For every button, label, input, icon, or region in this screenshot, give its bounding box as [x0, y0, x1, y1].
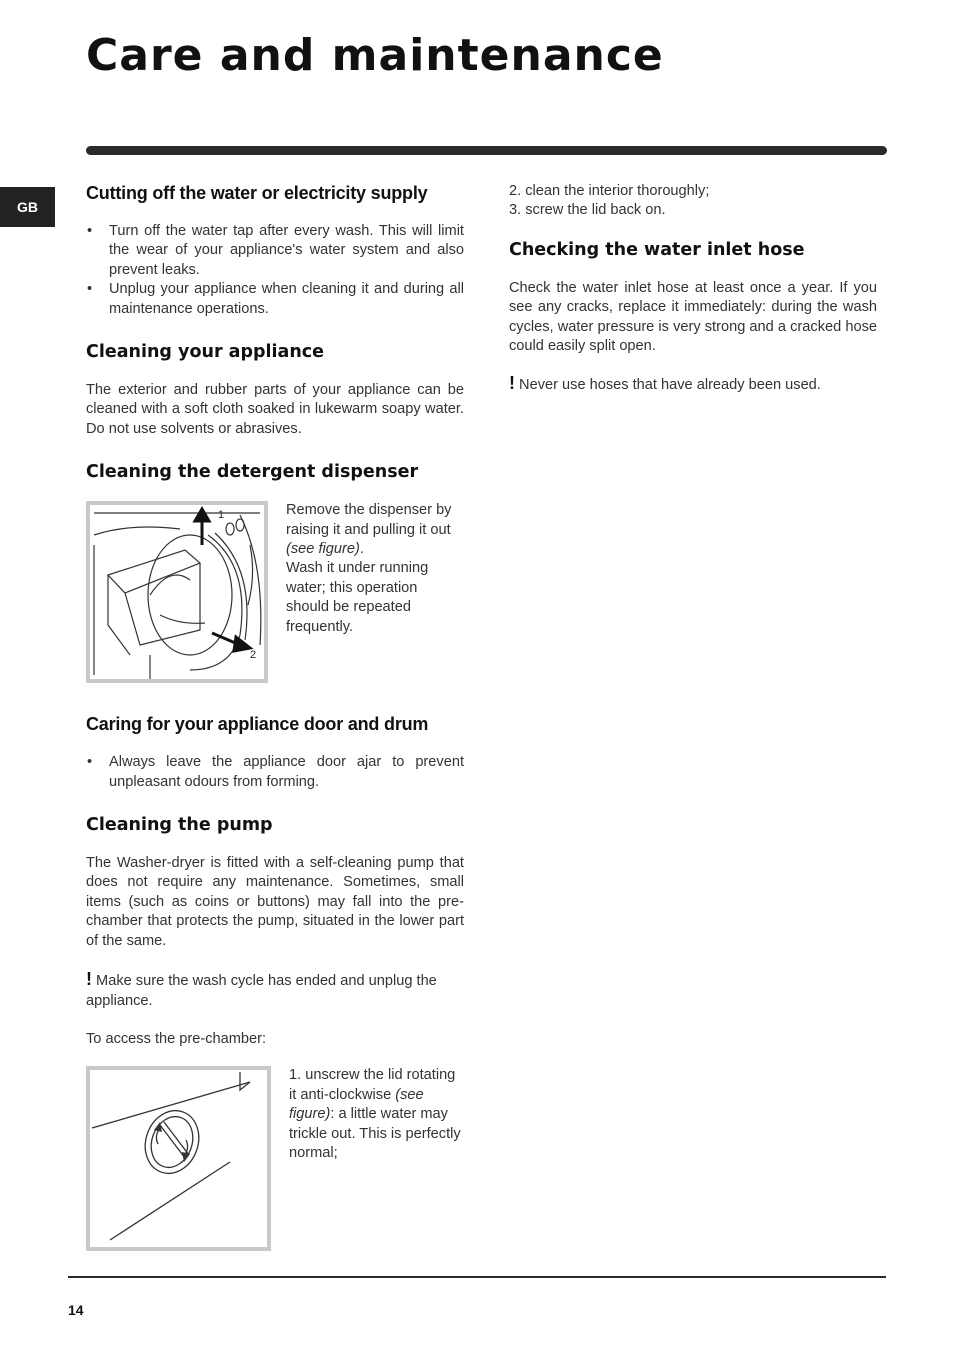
step-1: [289, 1066, 461, 1163]
section-hose: [509, 239, 877, 396]
section-cleaning: [86, 341, 464, 439]
step-1-text: 1. unscrew the lid rotating it anti-clockwise: [289, 1067, 456, 1103]
pump-text: The Washer-dryer is fitted with a self-cleaning pump that does not require any maintenance. Sometimes, small items (such as coins or buttons) may fall into the pre-chamber that protects the pump, situated in the lower part of the same.: [86, 855, 464, 949]
hose-warning: [509, 374, 877, 395]
dispenser-illustration-icon: [90, 505, 264, 679]
warning-text: Never use hoses that have already been used.: [515, 377, 821, 394]
heading-cleaning: Cleaning your appliance: [86, 342, 325, 363]
language-tab: GB: [0, 187, 55, 227]
list-item: 2. clean the interior thoroughly;: [509, 183, 710, 199]
step-1-text: : a little water may trickle out. This is perfectly normal;: [289, 1106, 461, 1161]
right-column: [509, 182, 877, 396]
pump-figure-row: [86, 1066, 464, 1251]
supply-list: [86, 222, 464, 319]
heading-supply: Cutting off the water or electricity supply: [86, 183, 428, 203]
figure-label-2: 2: [250, 649, 257, 662]
dispenser-wash-text: Wash it under running water; this operation should be repeated frequently.: [286, 560, 429, 635]
section-door: [86, 713, 464, 792]
dispenser-instruction: [286, 501, 462, 559]
pump-step-text: [289, 1066, 461, 1251]
footer-rule: [68, 1276, 886, 1278]
section-dispenser: [86, 461, 464, 683]
warning-icon: !: [86, 969, 92, 990]
heading-door: Caring for your appliance door and drum: [86, 714, 429, 735]
dispenser-text-part: .: [359, 541, 364, 558]
warning-icon: !: [509, 373, 515, 394]
see-figure-note: (see figure): [286, 541, 360, 558]
pump-steps-continued: [509, 182, 877, 221]
pump-figure: [86, 1066, 271, 1251]
heading-pump: Cleaning the pump: [86, 815, 273, 836]
access-text: To access the pre-chamber:: [86, 1030, 267, 1047]
cleaning-text: The exterior and rubber parts of your appliance can be cleaned with a soft cloth soaked in lukewarm soapy water. Do not use solvents or abrasives.: [86, 382, 464, 437]
pump-lid-illustration-icon: [90, 1070, 267, 1247]
dispenser-text: [286, 501, 462, 683]
figure-label-1: 1: [218, 509, 225, 522]
pump-warning: [86, 970, 464, 1011]
list-item: • Unplug your appliance when cleaning it and during all maintenance operations.: [86, 280, 464, 319]
heading-hose: Checking the water inlet hose: [509, 239, 805, 260]
list-item: 3. screw the lid back on.: [509, 202, 666, 219]
list-item: • Turn off the water tap after every wash. This will limit the wear of your appliance's water system and also prevent leaks.: [86, 222, 464, 280]
heading-dispenser: Cleaning the detergent dispenser: [86, 462, 419, 483]
page-number: 14: [68, 1302, 84, 1318]
see-figure-note: (see figure): [289, 1086, 424, 1123]
dispenser-text-part: Remove the dispenser by raising it and pulling it out: [286, 502, 452, 538]
dispenser-figure-row: [86, 501, 464, 683]
dispenser-figure: [86, 501, 268, 683]
hose-text: Check the water inlet hose at least once a year. If you see any cracks, replace it immediately: during the wash cycles, water pressure is very strong and a cracked hose could easily split open.: [509, 279, 877, 355]
page-title: Care and maintenance: [86, 30, 664, 81]
left-column: [86, 182, 464, 1251]
door-list: [86, 753, 464, 792]
section-pump: [86, 814, 464, 1251]
title-rule: [86, 146, 887, 155]
warning-text: Make sure the wash cycle has ended and unplug the appliance.: [86, 973, 437, 1009]
list-item: • Always leave the appliance door ajar to prevent unpleasant odours from forming.: [86, 753, 464, 792]
